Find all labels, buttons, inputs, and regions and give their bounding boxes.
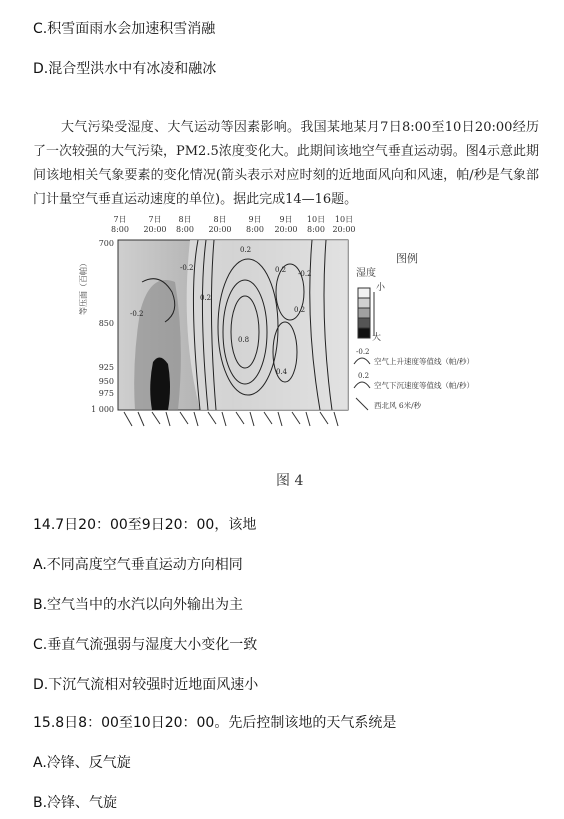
question-14-option-d[interactable]: D.下沉气流相对较强时近地面风速小: [33, 677, 259, 693]
x-tick-time: 20:00: [274, 225, 298, 234]
contour-label: -0.2: [298, 270, 312, 278]
wind-barbs: [124, 412, 338, 426]
wind-barb: [138, 412, 144, 426]
wind-barb: [194, 412, 198, 426]
question-15-option-b[interactable]: B.冷锋、气旋: [33, 795, 118, 811]
question-15-option-a[interactable]: A.冷锋、反气旋: [33, 755, 131, 771]
humidity-swatch: [358, 288, 370, 298]
legend-sink-text: 空气下沉速度等值线（帕/秒）: [374, 381, 475, 390]
wind-barb: [166, 412, 170, 426]
x-tick-time: 8:00: [176, 225, 194, 234]
figure-caption: 图 4: [276, 473, 304, 489]
humidity-dark-region: [150, 357, 170, 410]
y-tick: 850: [98, 319, 114, 328]
wind-barb: [222, 412, 226, 426]
y-tick: 1 000: [91, 405, 114, 414]
y-tick: 700: [98, 239, 114, 248]
passage: 大气污染受湿度、大气运动等因素影响。我国某地某月7日8:00至10日20:00经历了一次较强的大气污染，PM2.5浓度变化大。此期间该地空气垂直运动弱。图4示意此期间该地相关气象要素的变化情况(箭头表示对应时刻的近地面风向和风速，帕/秒是气象部门计量空气垂直运动速度的单位)。据此完成14—16题。: [33, 120, 540, 207]
contour-label: -0.2: [130, 310, 144, 318]
contour-label: 0.2: [275, 266, 287, 274]
contour-label: 0.4: [276, 368, 288, 376]
humidity-swatch: [358, 308, 370, 318]
humidity-swatch: [358, 298, 370, 308]
humidity-light-region: [187, 240, 348, 410]
wind-barb: [236, 412, 244, 424]
wind-barb: [208, 412, 216, 424]
y-axis-label: 等压面（百帕）: [79, 259, 88, 315]
y-tick: 925: [98, 363, 114, 372]
y-axis: [78, 239, 114, 414]
x-tick-time: 20:00: [143, 225, 167, 234]
legend-rise-value: -0.2: [356, 348, 370, 356]
wind-barb: [334, 412, 338, 426]
wind-legend-symbol: [356, 398, 368, 410]
legend-wind-text: 西北风 6米/秒: [374, 401, 422, 410]
wind-barb: [292, 412, 300, 424]
wind-barb: [250, 412, 254, 426]
contour-label: 0.2: [240, 246, 252, 254]
x-tick-day: 8日: [178, 215, 192, 224]
y-tick: 950: [98, 377, 114, 386]
x-tick-day: 10日: [306, 215, 326, 224]
rise-line-symbol: [354, 358, 370, 364]
plot-area: [118, 240, 348, 410]
contour-label: -0.2: [180, 264, 194, 272]
x-tick-time: 20:00: [208, 225, 232, 234]
figure-4: [80, 212, 520, 442]
wind-barb: [152, 412, 160, 424]
wind-barb: [124, 412, 132, 426]
x-tick-labels: [111, 215, 356, 234]
x-tick-day: 9日: [279, 215, 293, 224]
question-14-option-b[interactable]: B.空气当中的水汽以向外输出为主: [33, 597, 244, 613]
figure-svg: [80, 212, 520, 442]
x-tick-day: 7日: [113, 215, 127, 224]
sink-line-symbol: [354, 382, 370, 388]
question-15-stem: 15.8日8：00至10日20：00。先后控制该地的天气系统是: [33, 715, 397, 731]
x-tick-time: 20:00: [332, 225, 356, 234]
x-tick-day: 7日: [148, 215, 162, 224]
legend-rise-text: 空气上升速度等值线（帕/秒）: [374, 357, 475, 366]
x-tick-day: 10日: [334, 215, 354, 224]
contour-label: 0.2: [294, 306, 306, 314]
legend-title: 图例: [396, 252, 418, 265]
y-tick: 975: [98, 389, 114, 398]
question-14-option-c[interactable]: C.垂直气流强弱与湿度大小变化一致: [33, 637, 258, 653]
contour-label: 0.8: [238, 336, 250, 344]
option-c-prev: C.积雪面雨水会加速积雪消融: [33, 21, 216, 37]
wind-barb: [278, 412, 282, 426]
wind-barb: [306, 412, 310, 426]
legend-humidity-label: 湿度: [356, 268, 376, 279]
x-tick-time: 8:00: [307, 225, 325, 234]
contour-label: 0.2: [200, 294, 212, 302]
question-14-stem: 14.7日20：00至9日20：00，该地: [33, 517, 257, 533]
wind-barb: [320, 412, 328, 424]
legend-sink-value: 0.2: [358, 372, 370, 380]
x-tick-day: 8日: [213, 215, 227, 224]
wind-barb: [180, 412, 188, 424]
x-tick-time: 8:00: [246, 225, 264, 234]
legend-small: 小: [376, 283, 386, 293]
wind-barb: [264, 412, 272, 424]
x-tick-day: 9日: [248, 215, 262, 224]
legend-large: 大: [372, 333, 382, 343]
option-d-prev: D.混合型洪水中有冰凌和融冰: [33, 61, 217, 77]
humidity-swatch: [358, 328, 370, 338]
question-14-option-a[interactable]: A.不同高度空气垂直运动方向相同: [33, 557, 243, 573]
legend: [354, 251, 474, 410]
x-tick-time: 8:00: [111, 225, 129, 234]
humidity-swatch: [358, 318, 370, 328]
